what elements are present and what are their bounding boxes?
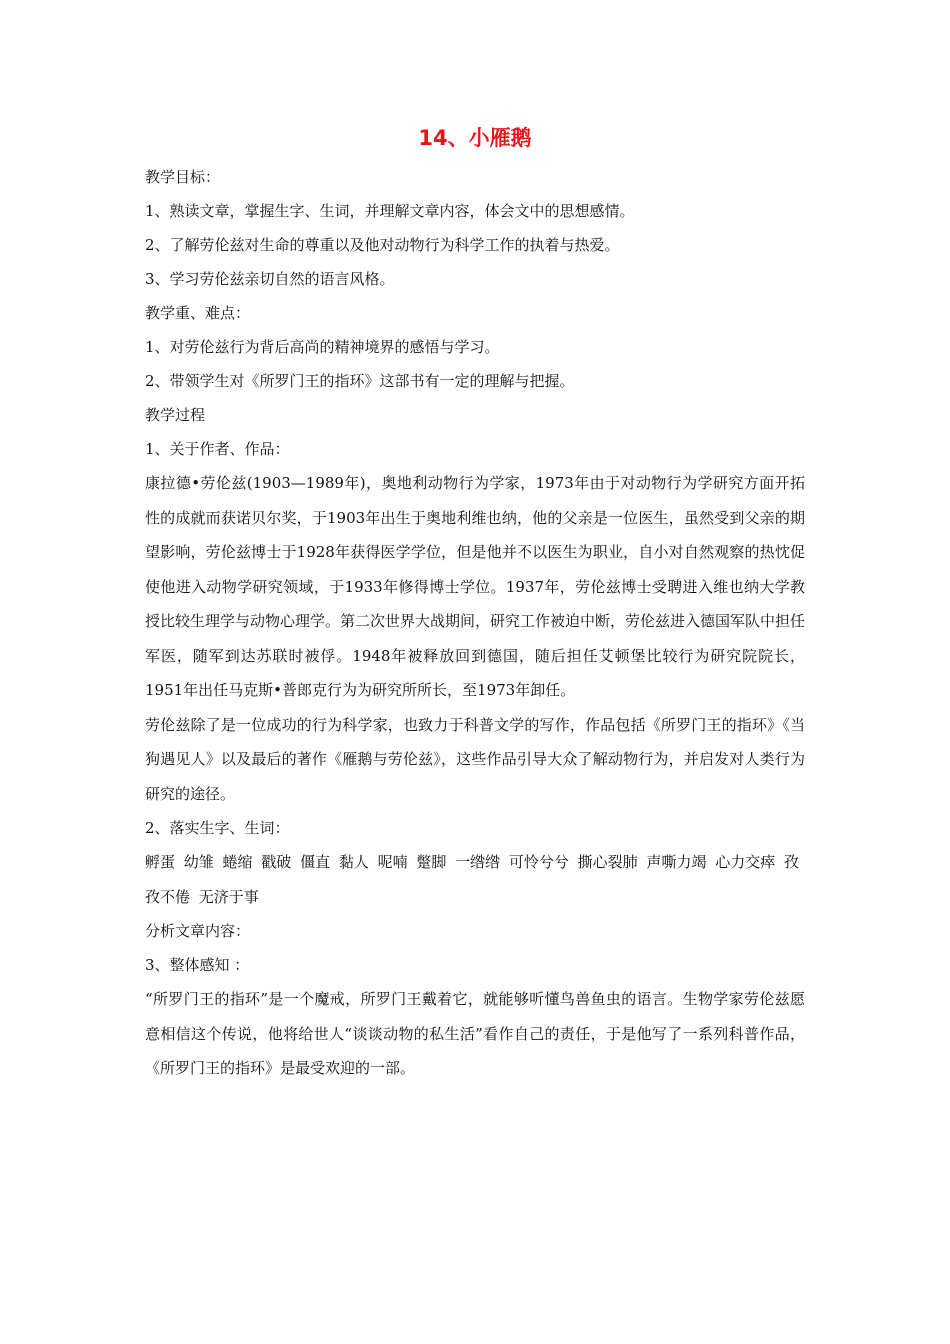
key-points-heading: 教学重、难点： xyxy=(145,304,251,322)
page-title: 14、小雁鹅 xyxy=(418,126,532,150)
objective-item: 1、熟读文章，掌握生字、生词，并理解文章内容，体会文中的思想感情。 xyxy=(145,202,635,220)
vocab-list: 孵蛋 幼雏 蜷缩 戳破 僵直 黏人 呢喃 蹩脚 一绺绺 可怜兮兮 撕心裂肺 声嘶力竭 心力交瘁 孜孜不倦 无济于事 xyxy=(145,853,799,906)
section-author-heading: 1、关于作者、作品： xyxy=(145,440,290,458)
key-point-item: 2、带领学生对《所罗门王的指环》这部书有一定的理解与把握。 xyxy=(145,372,575,390)
section-vocab-heading: 2、落实生字、生词： xyxy=(145,819,290,837)
objective-item: 3、学习劳伦兹亲切自然的语言风格。 xyxy=(145,270,395,288)
overview-paragraph: “所罗门王的指环”是一个魔戒，所罗门王戴着它，就能够听懂鸟兽鱼虫的语言。生物学家劳伦兹愿意相信这个传说，他将给世人“谈谈动物的私生活”看作自己的责任，于是他写了一系列科普作品，《所罗门王的指环》是最受欢迎的一部。 xyxy=(145,990,805,1077)
author-bio-paragraph: 康拉德•劳伦兹(1903—1989年)，奥地利动物行为学家，1973年由于对动物行为学研究方面开拓性的成就而获诺贝尔奖，于1903年出生于奥地利维也纳，他的父亲是一位医生，虽然受到父亲的期望影响，劳伦兹博士于1928年获得医学学位，但是他并不以医生为职业，自小对自然观察的热忱促使他进入动物学研究领域，于1933年修得博士学位。1937年，劳伦兹博士受聘进入维也纳大学教授比较生理学与动物心理学。第二次世界大战期间，研究工作被迫中断，劳伦兹进入德国军队中担任军医，随军到达苏联时被俘。1948年被释放回到德国，随后担任艾顿堡比较行为研究院院长，1951年出任马克斯•普郎克行为为研究所所长，至1973年卸任。 xyxy=(145,474,806,699)
analysis-heading: 分析文章内容： xyxy=(145,922,251,940)
section-overview-heading: 3、整体感知 ： xyxy=(145,956,250,974)
document-page xyxy=(145,120,805,1086)
objective-item: 2、了解劳伦兹对生命的尊重以及他对动物行为科学工作的执着与热爱。 xyxy=(145,236,620,254)
author-works-paragraph: 劳伦兹除了是一位成功的行为科学家，也致力于科普文学的写作，作品包括《所罗门王的指环》《当狗遇见人》以及最后的著作《雁鹅与劳伦兹》，这些作品引导大众了解动物行为，并启发对人类行为研究的途径。 xyxy=(145,715,805,803)
objectives-heading: 教学目标： xyxy=(145,168,221,186)
key-point-item: 1、对劳伦兹行为背后高尚的精神境界的感悟与学习。 xyxy=(145,338,500,356)
process-heading: 教学过程 xyxy=(145,406,206,424)
